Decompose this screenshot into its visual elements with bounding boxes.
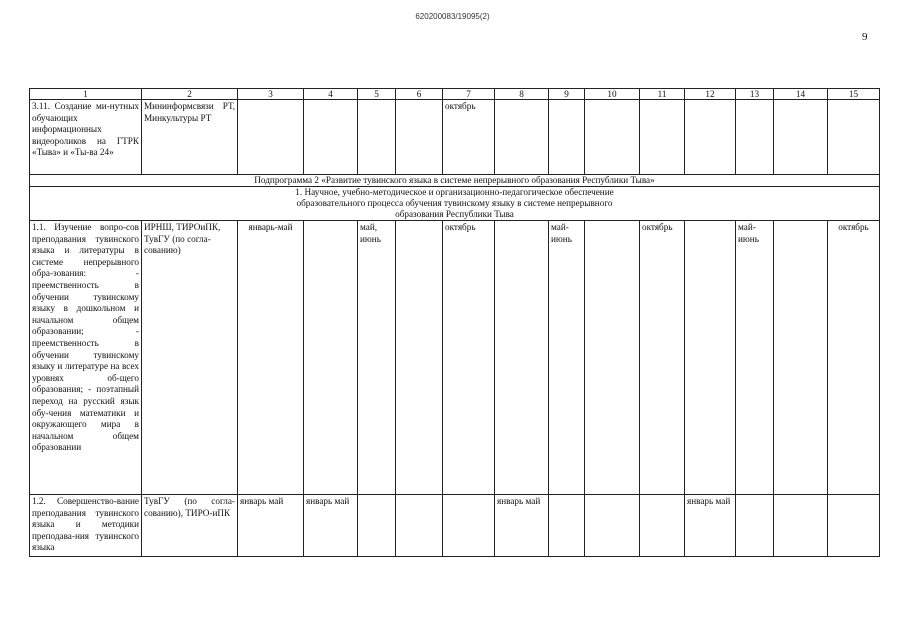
- document-number: 620200083/19095(2): [415, 12, 490, 21]
- col-header: 10: [585, 89, 640, 100]
- period-cell: май-июнь: [736, 221, 774, 495]
- period-cell: январь-май: [238, 221, 304, 495]
- period-cell: октябрь: [828, 221, 880, 495]
- col-header: 7: [443, 89, 495, 100]
- col-header: 4: [304, 89, 358, 100]
- table-row: [30, 221, 880, 495]
- activity-cell: 1.2. Совершенство-вание преподавания тувинского языка и методики преподава-ния тувинского языка: [30, 495, 142, 557]
- period-cell: май, июнь: [358, 221, 396, 495]
- section-row: [30, 187, 880, 221]
- period-cell: октябрь: [443, 221, 495, 495]
- period-cell: октябрь: [443, 100, 495, 175]
- period-cell: январь май: [495, 495, 549, 557]
- col-header: 8: [495, 89, 549, 100]
- col-header: 15: [828, 89, 880, 100]
- period-cell: май-июнь: [549, 221, 585, 495]
- col-header: 12: [685, 89, 736, 100]
- col-header: 14: [774, 89, 828, 100]
- period-cell: октябрь: [640, 221, 685, 495]
- subprogram-row: [30, 175, 880, 187]
- subprogram-title: Подпрограмма 2 «Развитие тувинского языка в системе непрерывного образования Республики Тыва»: [30, 175, 880, 187]
- period-cell: январь май: [238, 495, 304, 557]
- activity-cell: 1.1. Изучение вопро-сов преподавания тувинского языка и литературы в системе непрерывного обра-зования: - преемственность в обучении тувинскому языку в дошкольном и начальном общем образовании; - преемственность в обучении тувинскому языку и литературе на всех уровнях об-щего образования; - поэтапный переход на русский язык обу-чения математики и окружающего мира в начальном общем образовании: [30, 221, 142, 495]
- table-row: [30, 495, 880, 557]
- col-header: 13: [736, 89, 774, 100]
- period-cell: январь май: [685, 495, 736, 557]
- column-number-row: [30, 89, 880, 100]
- col-header: 6: [396, 89, 443, 100]
- col-header: 11: [640, 89, 685, 100]
- section-title: 1. Научное, учебно-методическое и организационно-педагогическое обеспечение образовательного процесса обучения тувинскому языку в системе непрерывного образования Республики Тыва: [30, 187, 880, 221]
- page-number: 9: [862, 31, 868, 43]
- plan-table: [29, 88, 880, 557]
- col-header: 1: [30, 89, 142, 100]
- col-header: 2: [142, 89, 238, 100]
- col-header: 3: [238, 89, 304, 100]
- col-header: 5: [358, 89, 396, 100]
- executor-cell: ТувГУ (по согла-сованию), ТИРО-иПК: [142, 495, 238, 557]
- table-row: [30, 100, 880, 175]
- activity-cell: 3.11. Создание ми-нутных обучающих информационных видеороликов на ГТРК «Тыва» и «Ты-ва 24»: [30, 100, 142, 175]
- col-header: 9: [549, 89, 585, 100]
- executor-cell: ИРНШ, ТИРОиПК, ТувГУ (по согла-сованию): [142, 221, 238, 495]
- executor-cell: Мининформсвязи РТ, Минкультуры РТ: [142, 100, 238, 175]
- period-cell: январь май: [304, 495, 358, 557]
